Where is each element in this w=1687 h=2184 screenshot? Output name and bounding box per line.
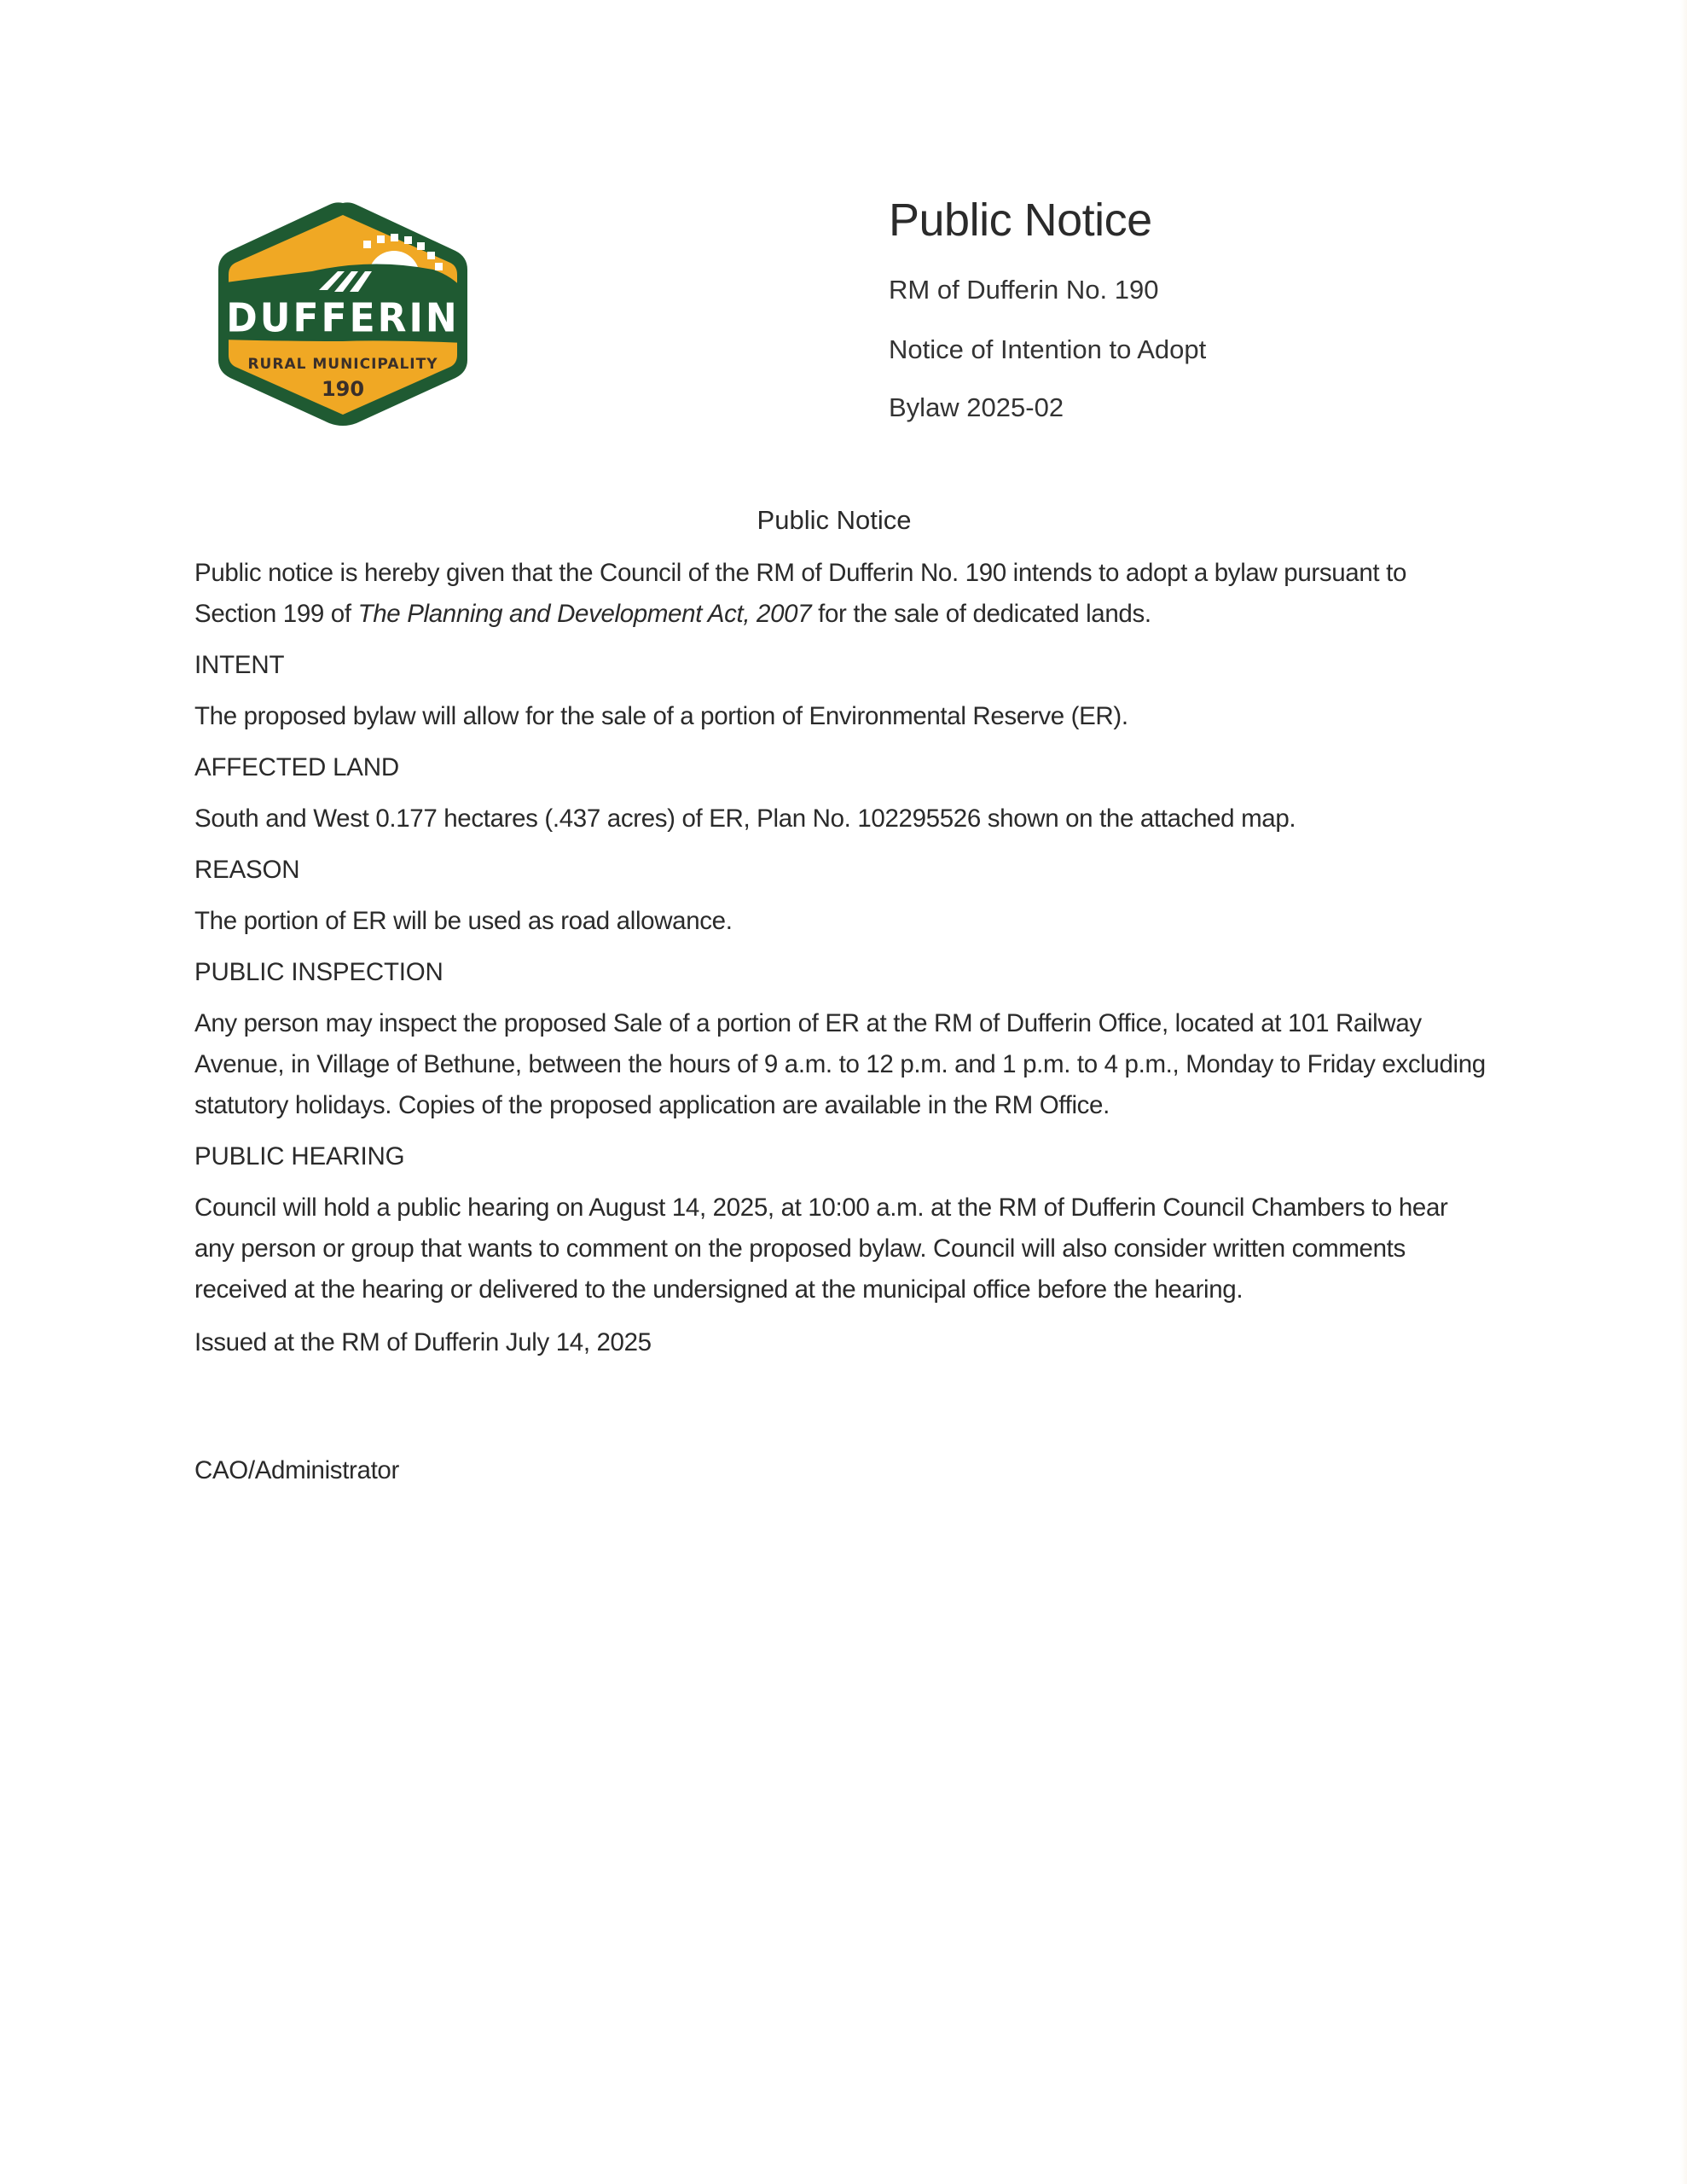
page-title: Public Notice bbox=[889, 195, 1152, 246]
section-heading-intent: INTENT bbox=[194, 651, 285, 679]
section-text-reason: The portion of ER will be used as road allowance. bbox=[194, 907, 733, 935]
act-title: The Planning and Development Act, 2007 bbox=[357, 600, 812, 628]
section-text-affected-land: South and West 0.177 hectares (.437 acres) of ER, Plan No. 102295526 shown on the attached map. bbox=[194, 804, 1296, 833]
signature-space bbox=[194, 1372, 1491, 1450]
body-center-title: Public Notice bbox=[757, 505, 912, 535]
intro-text-part2: for the sale of dedicated lands. bbox=[811, 600, 1151, 628]
intro-text-part1: Public notice is hereby given that the Council of the RM of Dufferin No. 190 intends to adopt a bylaw pursuant to Section 199 of bbox=[194, 559, 1407, 628]
issued-statement: Issued at the RM of Dufferin July 14, 2025 bbox=[194, 1328, 652, 1356]
bylaw-number: Bylaw 2025-02 bbox=[889, 392, 1064, 422]
section-text-public-hearing: Council will hold a public hearing on August 14, 2025, at 10:00 a.m. at the RM of Dufferin Council Chambers to hear any person or group that wants to comment on the proposed bylaw. Council will also consider written comments received at the hearing or delivered to the undersigned at the municipal office before the hearing. bbox=[194, 1194, 1448, 1304]
section-text-public-inspection: Any person may inspect the proposed Sale of a portion of ER at the RM of Dufferin Office, located at 101 Railway Avenue, in Village of Bethune, between the hours of 9 a.m. to 12 p.m. and 1 p.m. to 4 p.m., Monday to Friday excluding statutory holidays. Copies of the proposed application are available in the RM Office. bbox=[194, 1009, 1486, 1119]
section-heading-affected-land: AFFECTED LAND bbox=[194, 753, 399, 781]
page-edge-shadow bbox=[1680, 0, 1687, 2184]
header-block bbox=[889, 189, 1571, 422]
section-heading-public-hearing: PUBLIC HEARING bbox=[194, 1142, 405, 1170]
signature-title: CAO/Administrator bbox=[194, 1456, 399, 1484]
notice-type: Notice of Intention to Adopt bbox=[889, 334, 1207, 364]
section-heading-reason: REASON bbox=[194, 856, 300, 884]
municipality-name: RM of Dufferin No. 190 bbox=[889, 275, 1159, 305]
logo-name-text: DUFFERIN bbox=[226, 294, 460, 341]
logo-subtitle-text: RURAL MUNICIPALITY bbox=[247, 356, 438, 373]
logo-number-text: 190 bbox=[321, 377, 365, 401]
dufferin-logo bbox=[210, 198, 476, 428]
intro-paragraph bbox=[194, 553, 1491, 635]
notice-body bbox=[194, 500, 1491, 1491]
section-heading-public-inspection: PUBLIC INSPECTION bbox=[194, 958, 443, 986]
section-text-intent: The proposed bylaw will allow for the sale of a portion of Environmental Reserve (ER). bbox=[194, 702, 1128, 730]
